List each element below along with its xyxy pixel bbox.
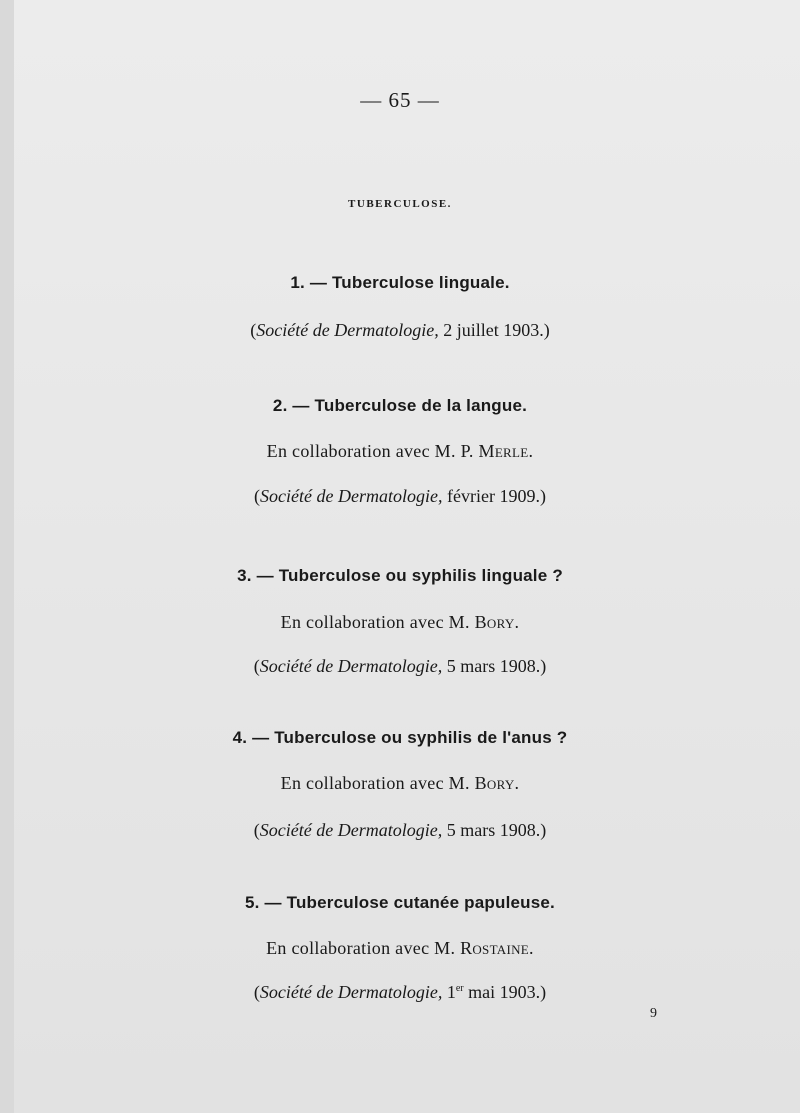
journal-name: Société de Dermatologie, (256, 320, 439, 340)
journal-name: Société de Dermatologie, (259, 820, 443, 840)
collaborator-name: Rostaine (460, 938, 530, 958)
journal-name: Société de Dermatologie, (259, 656, 443, 676)
entry-5-citation: (Société de Dermatologie, 1er mai 1903.) (253, 982, 547, 1002)
entry-5-heading: 5. — Tuberculose cutanée papuleuse. (245, 893, 555, 912)
journal-name: Société de Dermatologie, (260, 486, 443, 506)
collaborator-name: Bory (474, 612, 515, 632)
collaborator-name: Bory (474, 773, 515, 793)
entry-4-collaboration: En collaboration avec M. Bory. (280, 773, 520, 793)
entry-3-citation: (Société de Dermatologie, 5 mars 1908.) (253, 656, 547, 676)
entry-2-heading: 2. — Tuberculose de la langue. (272, 396, 528, 415)
entry-1-heading: 1. — Tuberculose linguale. (290, 273, 510, 292)
entry-2-collaboration: En collaboration avec M. P. Merle. (266, 441, 534, 461)
collaborator-name: Merle (478, 441, 529, 461)
entry-4-citation: (Société de Dermatologie, 5 mars 1908.) (253, 820, 547, 840)
journal-name: Société de Dermatologie, (259, 982, 443, 1002)
entry-3-collaboration: En collaboration avec M. Bory. (280, 612, 520, 632)
entry-4-heading: 4. — Tuberculose ou syphilis de l'anus ? (232, 728, 568, 747)
entry-3-heading: 3. — Tuberculose ou syphilis linguale ? (237, 566, 563, 585)
entry-1-citation: (Société de Dermatologie, 2 juillet 1903.) (250, 320, 550, 340)
signature-mark: 9 (650, 1006, 657, 1021)
entry-2-citation: (Société de Dermatologie, février 1909.) (254, 486, 546, 506)
entry-5-collaboration: En collaboration avec M. Rostaine. (266, 938, 534, 958)
page-number: — 65 — (360, 88, 440, 112)
section-title: TUBERCULOSE. (348, 198, 452, 210)
